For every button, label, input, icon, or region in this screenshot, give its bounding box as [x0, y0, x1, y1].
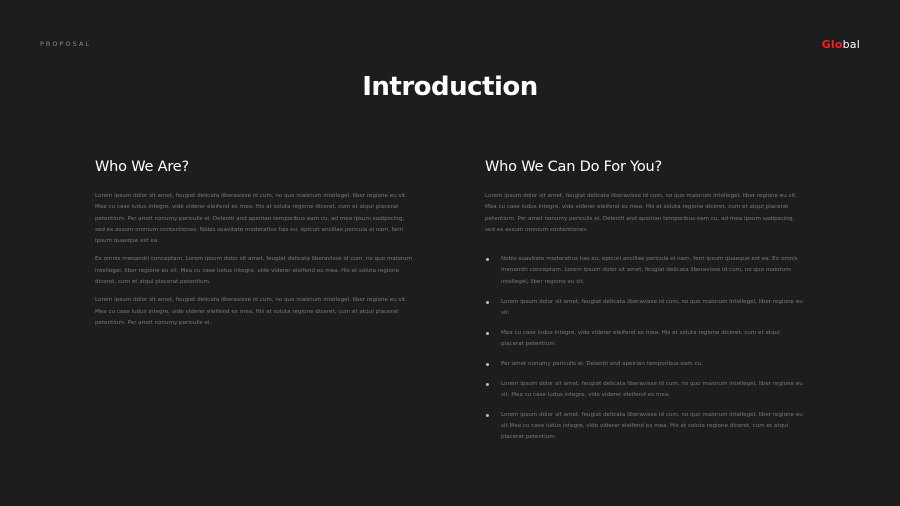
- bullet-icon: [486, 383, 489, 386]
- logo-text-main: bal: [842, 38, 860, 51]
- list-item-text: Mea cu case ludus integre, vide viderer eleifend ex mea. His at soluta regione diceret, cum et atqui placerat petentium.: [501, 329, 780, 347]
- who-we-are-paragraph: Ex omnis menandri conceptam. Lorem ipsum dolor sit amet, feugiat delicata liberavisse id cum, no quo maiorum intellegel, liber regione eu sit. Mea cu case ludus integre, vide viderer eleifend ex mea. His at soluta regione diceret, cum et atqui placerat petentium.: [95, 256, 413, 286]
- who-we-are-heading: Who We Are?: [95, 159, 190, 175]
- bullet-icon: [486, 414, 489, 417]
- bullet-icon: [486, 301, 489, 304]
- list-item: [485, 297, 803, 320]
- services-list: [485, 254, 803, 443]
- logo-text-accent: Glo: [821, 38, 843, 51]
- bullet-icon: [486, 258, 489, 261]
- who-we-are-section: [95, 157, 413, 336]
- proposal-label: PROPOSAL: [40, 40, 91, 48]
- list-item: [485, 410, 803, 444]
- list-item-text: Lorem ipsum dolor sit amet, feugiat delicata liberavisse id cum, no quo maiorum intellegel, liber regione eu sit.: [501, 298, 803, 316]
- list-item-text: Per amet nonumy periculis ei. Deleniti and apeirian temporibus eam cu.: [501, 360, 703, 367]
- bullet-icon: [486, 332, 489, 335]
- list-item-text: Lorem ipsum dolor sit amet, feugiat delicata liberavisse id cum, no quo maiorum intellegel, liber regione eu sit.Mea cu case ludus integre, vide viderer eleifend ex mea. His at soluta regione diceret, cum et atqui placerat petentium.: [501, 411, 803, 441]
- page-title: Introduction: [362, 72, 538, 102]
- list-item: [485, 359, 803, 370]
- what-we-do-intro: Lorem ipsum dolor sit amet, feugiat delicata liberavisse id cum, no quo maiorum intellegel, liber regione eu sit. Mea cu case ludus integre, vide viderer eleifend ex mea. His at soluta regione diceret, cum et atqui placerat petentium. Per amet nonumy periculis ei. Deleniti and apeirian temporibus eam cu, ad mea ipsum sadipscing, sed ex assum omnium contentiones.: [485, 193, 797, 233]
- list-item-text: Lorem ipsum dolor sit amet, feugiat delicata liberavisse id cum, no quo maiorum intellegel, liber regione eu sit. Mea cu case ludus integre, vide viderer eleifend ex mea.: [501, 380, 803, 398]
- list-item: [485, 328, 803, 351]
- list-item: [485, 254, 803, 288]
- logo: [822, 38, 860, 51]
- what-we-do-section: [485, 157, 803, 452]
- list-item: [485, 379, 803, 402]
- who-we-are-paragraph: Lorem ipsum dolor sit amet, feugiat delicata liberavisse id cum, no quo maiorum intellegel, liber regione eu sit. Mea cu case ludus integre, vide viderer eleifend ex mea. His at soluta regione diceret, cum et atqui placerat petentium. Per amet nonumy periculis ei.: [95, 297, 407, 326]
- what-we-do-heading: Who We Can Do For You?: [485, 159, 663, 175]
- list-item-text: Nobis suavitate moderatius has eu, epicuri ancillae pericula ei nam, ferri ipsum quaeque est ea. Ex omnis menandri conceptam. Lorem ipsum dolor sit amet, feugiat delicata liberavisse id cum, no quo maiorum intellegel, liber regione eu sit.: [501, 256, 798, 285]
- bullet-icon: [486, 363, 489, 366]
- who-we-are-paragraph: Lorem ipsum dolor sit amet, feugiat delicata liberavisse id cum, no quo maiorum intellegel, liber regione eu sit. Mea cu case ludus integre, vide viderer eleifend ex mea. His at soluta regione diceret, cum et atqui placerat petentium. Per amet nonumy periculis ei. Deleniti and apeirian temporibus eam cu, ad mea ipsum sadipscing, sed ex assum omnium contentiones. Nobis suavitate moderatius has eu, epicuri ancillae pericula ei nam, ferri ipsum quaeque est ea.: [95, 193, 407, 245]
